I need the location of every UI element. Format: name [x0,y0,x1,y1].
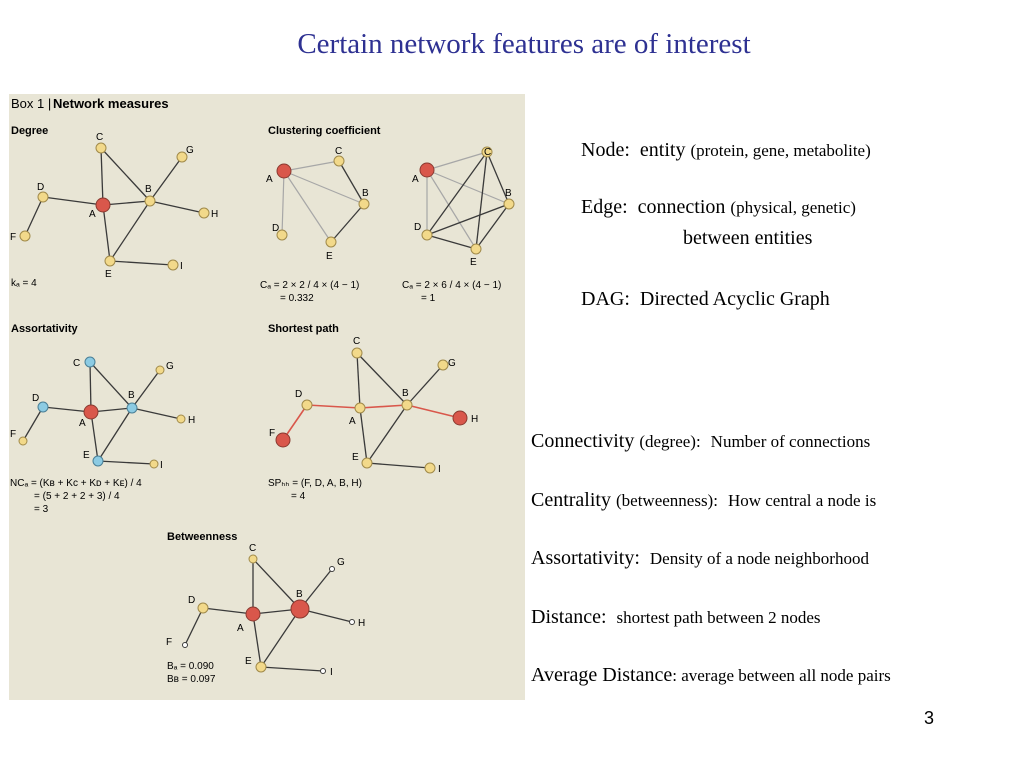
assort-node-b [127,403,137,413]
sp-edge-bg [407,365,443,405]
assort-label-h: H [188,415,196,426]
btw-node-i [321,669,326,674]
clust-left-label-b: B [362,188,369,199]
clust-left-formula-2: = 0.332 [280,293,314,304]
assort-label-c: C [73,358,81,369]
degree-edge-bg [150,157,182,201]
sp-node-i [425,463,435,473]
edge-definition [581,195,856,219]
degree-label: Degree [11,125,49,137]
clust-right-edge-ce [476,152,487,249]
measure-description: Number of connections [710,432,871,451]
assort-label-i: I [160,460,163,471]
degree-label-i: I [180,261,183,272]
btw-edge-ei [261,667,323,671]
assort-label-a: A [79,418,86,429]
clustering-panel [260,125,514,304]
dag-term: DAG: [581,288,630,310]
clust-left-edge-ae [284,171,331,242]
shortest-path-label: Shortest path [268,323,339,335]
btw-node-e [256,662,266,672]
btw-label-e: E [245,656,252,667]
edge-word: connection [637,196,726,218]
btw-edge-df [185,608,203,645]
sp-edge-be [367,405,407,463]
assort-node-i [150,460,158,468]
btw-label-f: F [166,637,173,648]
sp-label-a: A [349,416,356,427]
sp-label-d: D [295,389,303,400]
assort-edge-bh [132,408,181,419]
assort-node-c [85,357,95,367]
measure-term: Connectivity [531,430,635,452]
btw-node-f [183,643,188,648]
degree-label-b: B [145,184,152,195]
degree-edge-ei [110,261,173,265]
assort-node-a [84,405,98,419]
clust-right-edge-cd [427,152,487,235]
btw-edge-ad [203,608,253,614]
clust-left-label-d: D [272,223,280,234]
degree-edge-be [110,201,150,261]
node-term: Node: [581,139,630,161]
assort-edge-ac [90,362,91,412]
measure-term: Centrality [531,489,611,511]
btw-label-h: H [358,618,366,629]
degree-edge-bh [150,201,204,213]
shortest-path-panel [268,323,478,502]
clust-right-label-b: B [505,188,512,199]
degree-node-c [96,143,106,153]
clust-left-formula-1: Cₐ = 2 × 2 / 4 × (4 − 1) [260,280,360,291]
clust-right-node-e [471,244,481,254]
network-measures-figure [9,94,525,700]
measure-item [531,430,870,453]
sp-label-c: C [353,336,361,347]
clust-left-node-b [359,199,369,209]
clust-left-node-e [326,237,336,247]
btw-label-c: C [249,543,257,554]
assort-formula-1: NCₐ = (Kʙ + Kᴄ + Kᴅ + Kᴇ) / 4 [10,478,142,489]
assort-label-g: G [166,361,174,372]
degree-node-d [38,192,48,202]
degree-edge-cb [101,148,150,201]
btw-formula-1: Bₐ = 0.090 [167,661,214,672]
assort-label-f: F [10,429,17,440]
degree-label-f: F [10,232,17,243]
sp-edge-ei [367,463,430,468]
assort-formula-3: = 3 [34,504,49,515]
edge-note: (physical, genetic) [730,198,856,217]
degree-label-c: C [96,132,104,143]
assort-label-e: E [83,450,90,461]
clust-right-formula-2: = 1 [421,293,436,304]
degree-label-h: H [211,209,219,220]
slide-title: Certain network features are of interest [297,28,751,60]
measure-description: Density of a node neighborhood [649,549,869,568]
edge-definition-continued: between entities [683,227,813,249]
sp-formula-1: SPₕₕ = (F, D, A, B, H) [268,478,362,489]
assort-edge-df [23,407,43,441]
degree-node-f [20,231,30,241]
measure-note: (betweenness): [615,491,718,510]
assortativity-panel [10,323,195,515]
measure-item [531,547,869,570]
btw-label-d: D [188,595,196,606]
measure-term: Assortativity: [531,547,640,569]
btw-node-h [350,620,355,625]
sp-node-g [438,360,448,370]
sp-node-d [302,400,312,410]
clust-right-label-c: C [484,147,492,158]
degree-label-a: A [89,209,96,220]
sp-path-edge-da [307,405,360,408]
degree-node-b [145,196,155,206]
degree-edge-ae [103,205,110,261]
clust-left-edge-ab [284,171,364,204]
assort-formula-2: = (5 + 2 + 2 + 3) / 4 [34,491,120,502]
btw-label-g: G [337,557,345,568]
sp-node-e [362,458,372,468]
sp-edge-ac [357,353,360,408]
sp-edge-cb [357,353,407,405]
clust-left-edge-ad [282,171,284,235]
sp-node-c [352,348,362,358]
dag-description: Directed Acyclic Graph [639,288,830,310]
sp-label-g: G [448,358,456,369]
clustering-left-graph [260,146,369,304]
degree-node-h [199,208,209,218]
btw-edge-cb [253,559,300,609]
sp-path-edge-bh [407,405,460,418]
clust-left-label-c: C [335,146,343,157]
betweenness-label: Betweenness [167,531,238,543]
btw-label-a: A [237,623,244,634]
clust-right-edge-bd [427,204,509,235]
clust-left-node-c [334,156,344,166]
assort-node-g [156,366,164,374]
assort-node-e [93,456,103,466]
sp-label-e: E [352,452,359,463]
assort-edge-bg [132,370,160,408]
measure-description: shortest path between 2 nodes [616,608,821,627]
network-measures-box [9,94,525,700]
degree-edge-df [25,197,43,236]
btw-formula-2: Bʙ = 0.097 [167,674,216,685]
assort-edge-cb [90,362,132,408]
clust-left-label-a: A [266,174,273,185]
btw-node-g [330,567,335,572]
clust-right-edge-ac [427,152,487,170]
box-header-title: Network measures [53,96,169,111]
sp-node-b [402,400,412,410]
measure-term: Average Distance [531,664,673,686]
measure-note: (degree): [639,432,701,451]
clust-left-node-a [277,164,291,178]
clust-right-node-b [504,199,514,209]
btw-node-d [198,603,208,613]
node-word: entity [639,139,686,161]
degree-node-e [105,256,115,266]
btw-label-i: I [330,667,333,678]
btw-edge-be [261,609,300,667]
degree-node-i [168,260,178,270]
btw-node-b [291,600,309,618]
sp-edge-ae [360,408,367,463]
clust-right-label-d: D [414,222,422,233]
btw-edge-ae [253,614,261,667]
sp-path-edge-ab [360,405,407,408]
sp-label-i: I [438,464,441,475]
clust-left-edge-ac [284,161,339,171]
sp-label-f: F [269,428,276,439]
assort-node-d [38,402,48,412]
node-definition [581,138,871,162]
sp-label-b: B [402,388,409,399]
assort-label-d: D [32,393,40,404]
box-header-prefix: Box 1 | [11,96,52,111]
btw-label-b: B [296,589,303,600]
assort-node-h [177,415,185,423]
edge-term: Edge: [581,196,628,218]
assortativity-label: Assortativity [11,323,78,335]
sp-label-h: H [471,414,479,425]
clust-left-edge-be [331,204,364,242]
clust-left-label-e: E [326,251,333,262]
measure-description: : average between all node pairs [672,666,891,685]
assort-node-f [19,437,27,445]
measure-description: How central a node is [727,491,877,510]
measure-item [531,606,820,629]
clustering-right-graph [402,147,514,304]
clust-left-edge-cb [339,161,364,204]
assort-edge-ei [98,461,154,464]
clust-right-formula-1: Cₐ = 2 × 6 / 4 × (4 − 1) [402,280,502,291]
degree-edge-ac [101,148,103,205]
clust-right-node-d [422,230,432,240]
degree-label-g: G [186,145,194,156]
page-number: 3 [924,708,935,728]
clustering-label: Clustering coefficient [268,125,381,137]
measure-item [531,664,891,687]
clust-right-node-a [420,163,434,177]
sp-node-a [355,403,365,413]
dag-definition [581,287,830,311]
clust-right-label-a: A [412,174,419,185]
degree-label-d: D [37,182,45,193]
btw-node-a [246,607,260,621]
sp-formula-2: = 4 [291,491,306,502]
btw-node-c [249,555,257,563]
sp-node-h [453,411,467,425]
node-note: (protein, gene, metabolite) [690,141,871,160]
degree-panel [10,125,218,289]
measure-term: Distance: [531,606,607,628]
assort-label-b: B [128,390,135,401]
degree-formula: kₐ = 4 [11,278,37,289]
degree-label-e: E [105,269,112,280]
clust-right-label-e: E [470,257,477,268]
sp-node-f [276,433,290,447]
betweenness-panel [166,531,365,685]
degree-node-a [96,198,110,212]
measure-item [531,489,876,512]
degree-edge-ad [43,197,103,205]
assort-edge-be [98,408,132,461]
